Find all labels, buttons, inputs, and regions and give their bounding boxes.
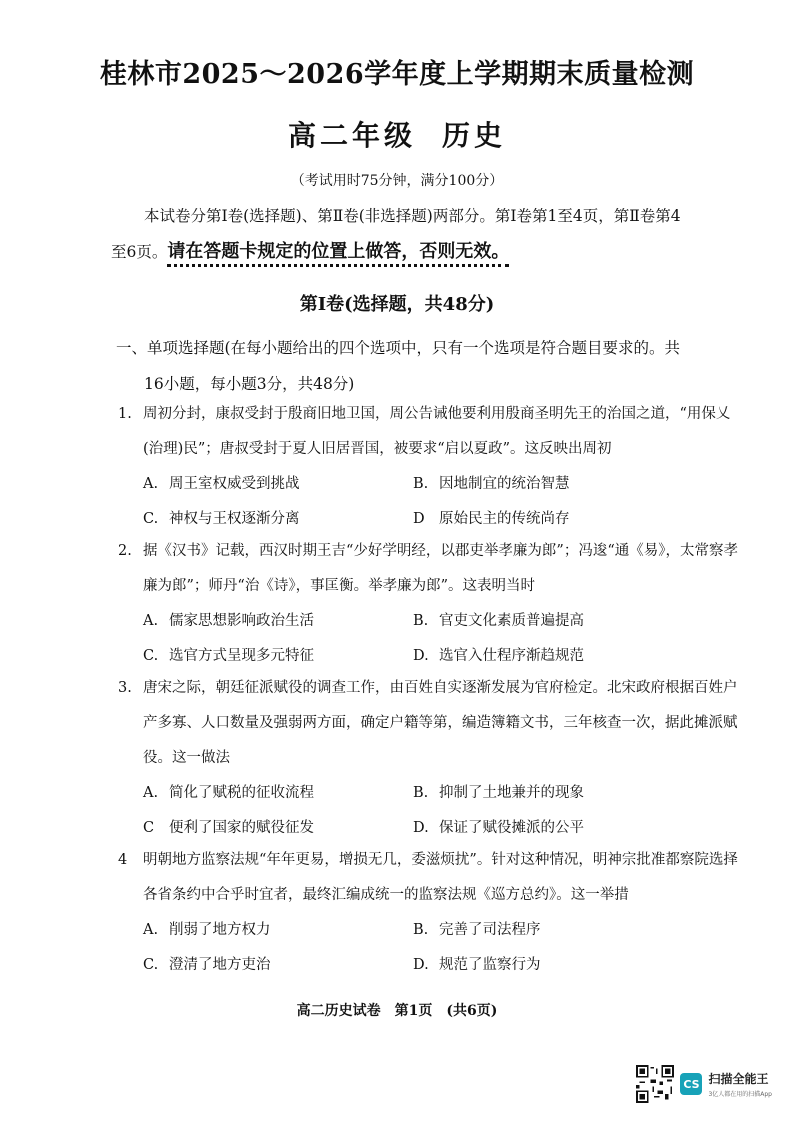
option-letter: B. bbox=[413, 785, 429, 801]
option-c[interactable] bbox=[143, 639, 413, 674]
question-options bbox=[143, 776, 748, 846]
question-stem bbox=[118, 534, 748, 604]
option-letter: B. bbox=[413, 922, 429, 938]
question-1 bbox=[118, 397, 748, 537]
option-text: 抑制了土地兼并的现象 bbox=[439, 785, 584, 801]
option-d[interactable] bbox=[413, 639, 683, 674]
option-a[interactable] bbox=[143, 604, 413, 639]
option-letter: A. bbox=[143, 613, 159, 629]
question-stem bbox=[118, 843, 748, 913]
question-number: 1. bbox=[118, 406, 132, 422]
section-title: 第Ⅰ卷(选择题，共48分) bbox=[299, 294, 495, 315]
option-d[interactable] bbox=[413, 948, 683, 983]
qr-code-icon bbox=[636, 1065, 674, 1103]
option-a[interactable] bbox=[143, 776, 413, 811]
question-number: 3. bbox=[118, 680, 132, 696]
option-text: 规范了监察行为 bbox=[439, 957, 541, 973]
option-text: 选官入仕程序渐趋规范 bbox=[439, 648, 584, 664]
question-text: 周初分封，康叔受封于殷商旧地卫国，周公告诫他要利用殷商圣明先王的治国之道，“用保乂(治理)民”；唐叔受封于夏人旧居晋国，被要求“启以夏政”。这反映出周初 bbox=[143, 406, 731, 457]
option-letter: B. bbox=[413, 476, 429, 492]
part-heading-line-2: 16小题，每小题3分，共48分) bbox=[144, 375, 355, 393]
option-letter: D. bbox=[413, 957, 429, 973]
option-d[interactable] bbox=[413, 811, 683, 846]
page-footer: 高二历史试卷 第1页 (共6页) bbox=[296, 1003, 498, 1019]
exam-subtitle bbox=[0, 114, 794, 154]
option-text: 简化了赋税的征收流程 bbox=[169, 785, 314, 801]
option-letter: B. bbox=[413, 613, 429, 629]
option-text: 保证了赋役摊派的公平 bbox=[439, 820, 584, 836]
option-text: 神权与王权逐渐分离 bbox=[169, 511, 300, 527]
option-text: 原始民主的传统尚存 bbox=[439, 511, 570, 527]
scanner-app-name: 扫描全能王 bbox=[708, 1072, 769, 1086]
question-text: 唐宋之际，朝廷征派赋役的调查工作，由百姓自实逐渐发展为官府检定。北宋政府根据百姓户产多寡、人口数量及强弱两方面，确定户籍等第，编造簿籍文书，三年核查一次，据此摊派赋役。这一做法 bbox=[143, 680, 738, 766]
option-letter: D. bbox=[413, 820, 429, 836]
option-letter: C. bbox=[143, 957, 159, 973]
scanner-tagline: 3亿人都在用的扫描App bbox=[708, 1091, 772, 1098]
question-4 bbox=[118, 843, 748, 983]
option-a[interactable] bbox=[143, 913, 413, 948]
instructions-line-1: 本试卷分第Ⅰ卷(选择题)、第Ⅱ卷(非选择题)两部分。第Ⅰ卷第1至4页，第Ⅱ卷第4 bbox=[144, 207, 681, 225]
option-b[interactable] bbox=[413, 467, 683, 502]
option-letter: A. bbox=[143, 922, 159, 938]
option-text: 官吏文化素质普遍提高 bbox=[439, 613, 584, 629]
option-text: 因地制宜的统治智慧 bbox=[439, 476, 570, 492]
option-c[interactable] bbox=[143, 502, 413, 537]
question-number: 4 bbox=[118, 852, 128, 868]
option-text: 儒家思想影响政治生活 bbox=[169, 613, 314, 629]
option-c[interactable] bbox=[143, 948, 413, 983]
option-text: 便利了国家的赋役征发 bbox=[169, 820, 314, 836]
option-b[interactable] bbox=[413, 604, 683, 639]
question-number: 2. bbox=[118, 543, 132, 559]
option-text: 削弱了地方权力 bbox=[169, 922, 271, 938]
camscanner-logo-icon: CS bbox=[680, 1073, 702, 1095]
question-stem bbox=[118, 671, 748, 776]
question-text: 明朝地方监察法规“年年更易，增损无几，委滋烦扰”。针对这种情况，明神宗批准都察院选择各省条约中合乎时宜者，最终汇编成统一的监察法规《巡方总约》。这一举措 bbox=[143, 852, 738, 903]
scanner-watermark bbox=[636, 1065, 772, 1103]
scanner-brand bbox=[708, 1070, 772, 1098]
option-b[interactable] bbox=[413, 776, 683, 811]
option-c[interactable] bbox=[143, 811, 413, 846]
exam-title: 桂林市2025～2026学年度上学期期末质量检测 bbox=[99, 59, 695, 90]
grade-label: 高二年级 bbox=[287, 119, 416, 152]
question-options bbox=[143, 604, 748, 674]
option-b[interactable] bbox=[413, 913, 683, 948]
option-letter: D bbox=[413, 511, 425, 527]
subject-label: 历史 bbox=[442, 119, 507, 152]
question-stem bbox=[118, 397, 748, 467]
instructions bbox=[111, 198, 746, 270]
option-letter: A. bbox=[143, 476, 159, 492]
instructions-prefix: 至6页。 bbox=[111, 243, 168, 261]
option-text: 周王室权威受到挑战 bbox=[169, 476, 300, 492]
instructions-emphasis: 请在答题卡规定的位置上做答，否则无效。 bbox=[167, 241, 509, 267]
option-letter: C. bbox=[143, 648, 159, 664]
question-2 bbox=[118, 534, 748, 674]
option-d[interactable] bbox=[413, 502, 683, 537]
option-letter: A. bbox=[143, 785, 159, 801]
part-heading-line-1: 一、单项选择题(在每小题给出的四个选项中，只有一个选项是符合题目要求的。共 bbox=[116, 339, 681, 357]
question-options bbox=[143, 467, 748, 537]
part-heading bbox=[116, 330, 746, 402]
question-3 bbox=[118, 671, 748, 846]
option-text: 选官方式呈现多元特征 bbox=[169, 648, 314, 664]
option-letter: C. bbox=[143, 511, 159, 527]
exam-time-info: （考试用时75分钟，满分100分） bbox=[290, 173, 504, 189]
question-text: 据《汉书》记载，西汉时期王吉“少好学明经，以郡吏举孝廉为郎”；冯逡“通《易》，太常察孝廉为郎”；师丹“治《诗》，事匡衡。举孝廉为郎”。这表明当时 bbox=[143, 543, 738, 594]
option-text: 澄清了地方吏治 bbox=[169, 957, 271, 973]
question-options bbox=[143, 913, 748, 983]
option-letter: C bbox=[143, 820, 155, 836]
option-text: 完善了司法程序 bbox=[439, 922, 541, 938]
option-letter: D. bbox=[413, 648, 429, 664]
option-a[interactable] bbox=[143, 467, 413, 502]
instructions-line-2 bbox=[111, 234, 746, 270]
